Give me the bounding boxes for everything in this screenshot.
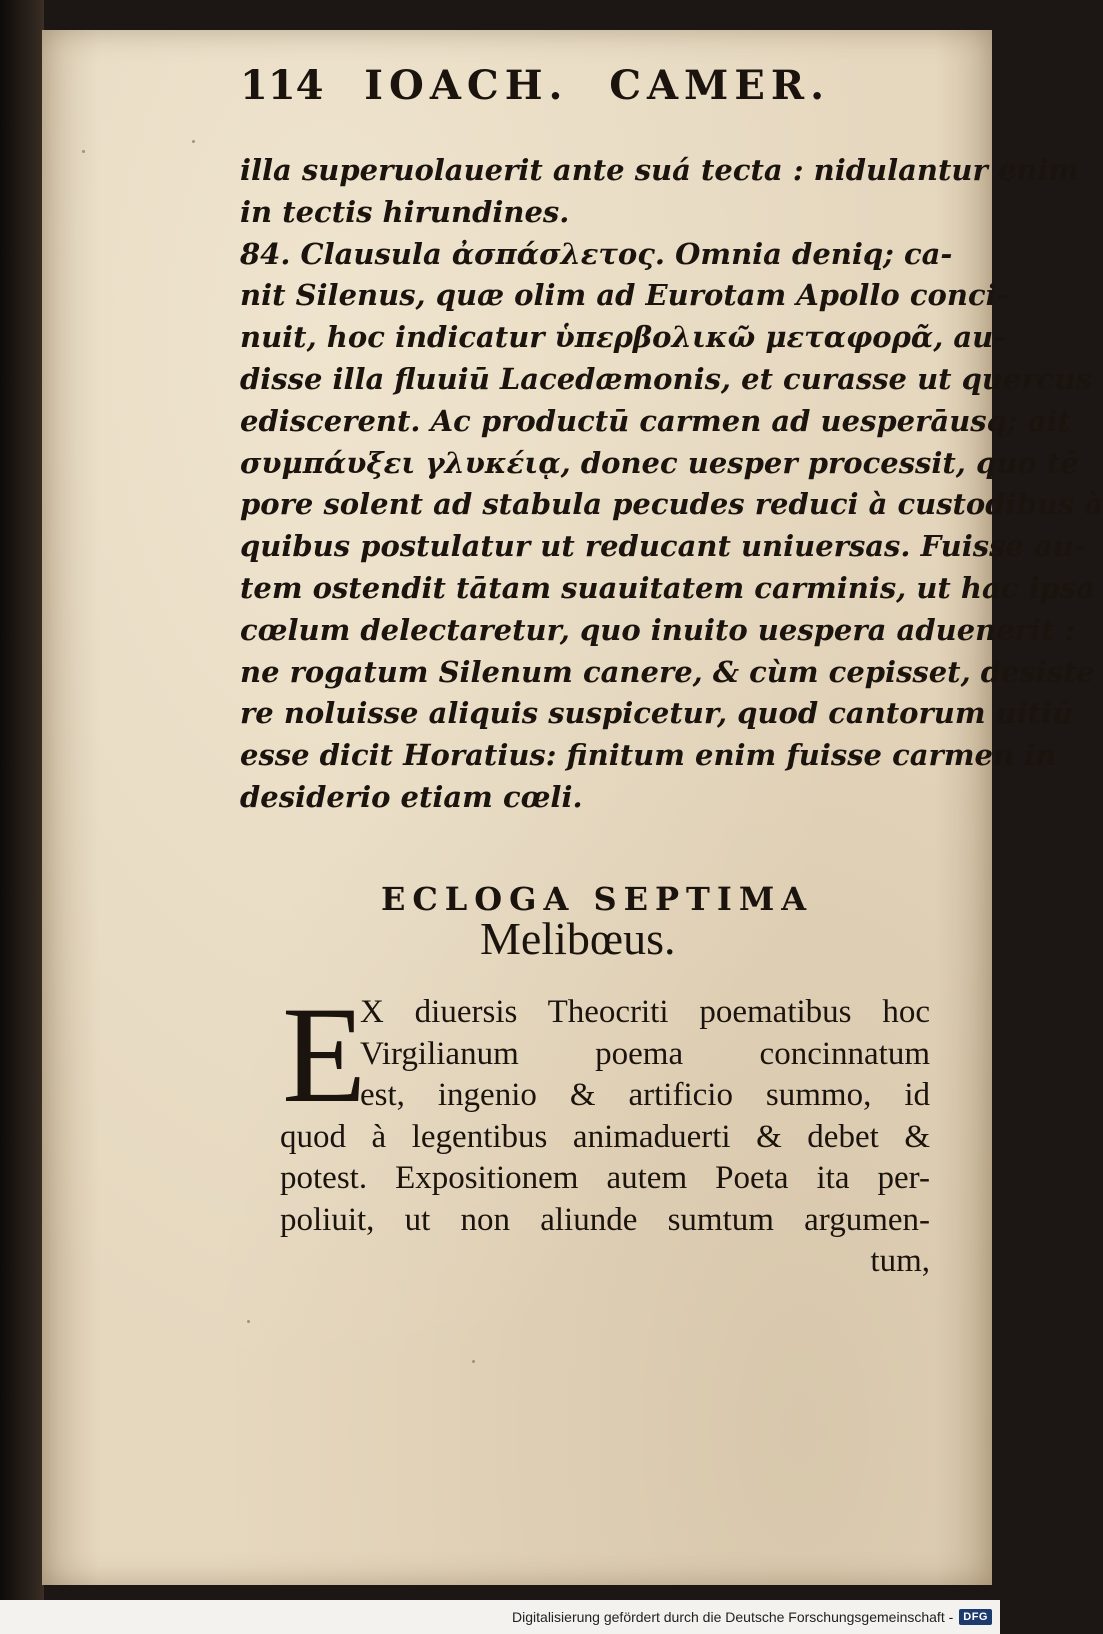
section-subtitle: Melibœus. [480,913,676,964]
commentary-line: συμπάυξει γλυκέιᾳ, donec uesper processit, quo tē [240,445,1079,480]
commentary-line: disse illa fluuiū Lacedæmonis, et curasse ut quercus [240,361,1092,396]
commentary-line: nit Silenus, quæ olim ad Eurotam Apollo conci- [240,278,1009,313]
commentary-line: quibus postulatur ut reducant uniuersas. Fuisse au- [240,529,1086,564]
body-line: est, ingenio & artificio summo, id [360,1077,930,1113]
dfg-logo-icon: DFG [959,1609,992,1625]
body-line: poliuit, ut non aliunde sumtum argumen- [280,1201,930,1238]
running-head [240,62,830,109]
digitization-footer [0,1600,1000,1634]
commentary-line: ne rogatum Silenum canere, & cùm cepisset, desiste [240,654,1096,689]
commentary-line: illa superuolauerit ante suá tecta : nidulantur enim [240,153,1080,187]
commentary-line: tem ostendit tātam suauitatem carminis, ut hac ipsa [240,570,1095,605]
catchword: tum, [870,1243,930,1279]
footer-credit-text: Digitalisierung gefördert durch die Deutsche Forschungsgemeinschaft - [512,1609,954,1625]
commentary-line: re noluisse aliquis suspicetur, quod cantorum uitiū [240,696,1074,731]
scan-left-edge [0,0,44,1634]
commentary-line: ediscerent. Ac productū carmen ad uesperāusq; ait [240,403,1071,438]
body-text-block [280,978,930,1283]
page-number: 114 [240,62,324,109]
paper-speck [192,140,195,143]
commentary-line: nuit, hoc indicatur ὑπερβολικῶ μεταφορᾶ, au- [240,320,1006,355]
drop-cap-initial: E [282,978,367,1131]
paper-speck [472,1360,475,1363]
commentary-line: 84. Clausula ἀσπάσλετος. Omnia deniq; ca- [240,236,953,271]
commentary-line: desiderio etiam cœli. [240,779,583,814]
commentary-block [240,150,1103,819]
commentary-line: in tectis hirundines. [240,194,570,229]
body-line: Virgilianum poema concinnatum [360,1035,930,1072]
commentary-line: pore solent ad stabula pecudes reduci à custodibus à [240,487,1103,522]
section-title: ECLOGA SEPTIMA [380,880,814,918]
commentary-line: cœlum delectaretur, quo inuito uespera aduenerit : [240,612,1076,647]
body-line: potest. Expositionem autem Poeta ita per- [280,1160,930,1196]
running-head-author: IOACH. [364,62,569,109]
running-head-name: CAMER. [609,62,830,109]
paper-speck [247,1320,250,1323]
paper-speck [82,150,85,153]
commentary-line: esse dicit Horatius: finitum enim fuisse carmen in [240,738,1057,773]
body-line: X diuersis Theocriti poematibus hoc [360,994,930,1030]
body-line: quod à legentibus animaduerti & debet & [280,1118,930,1155]
